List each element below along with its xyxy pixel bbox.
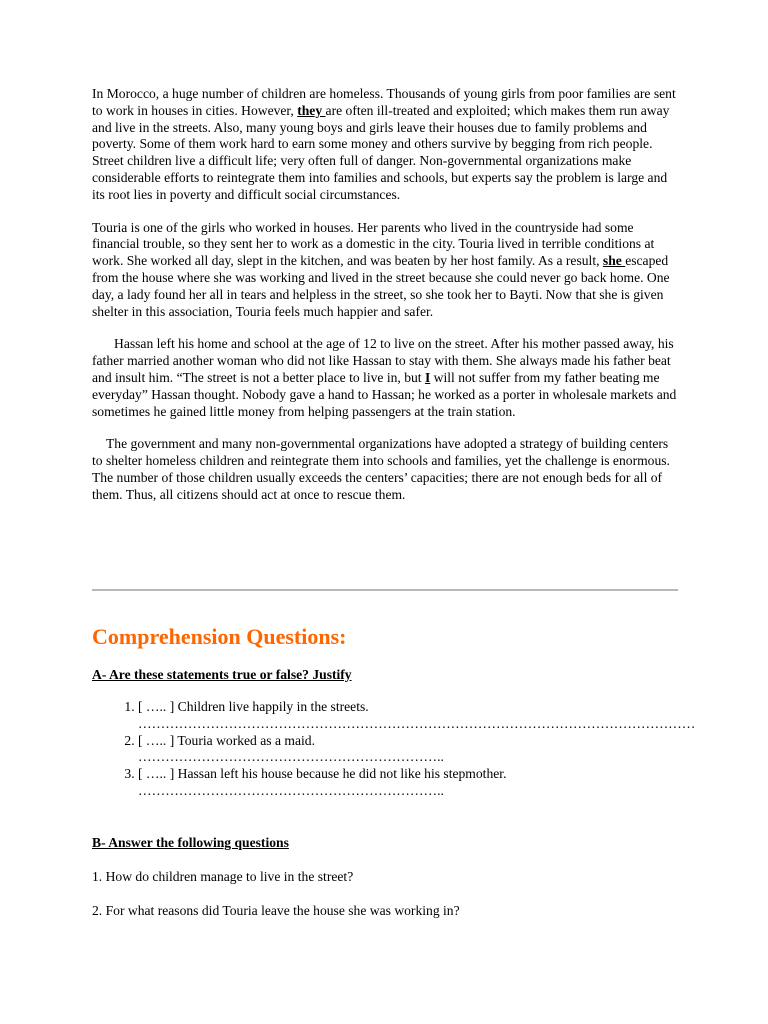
paragraph-text: Touria is one of the girls who worked in houses. Her parents who lived in the countryside had some financial trouble, so they sent her to work as a domestic in the city. Touria lived in terrible conditions at work. She worked all day, slept in the kitchen, and was beaten by her host family. As a result,	[92, 219, 655, 269]
paragraph-text: escaped from the house where she was working and lived in the street because she could never go back home. One day, a lady found her all in tears and helpless in the street, so she took her to Bayti. Now that she is given shelter in this association, Touria feels much happier and safer.	[92, 253, 670, 319]
question-1: 1. How do children manage to live in the street?	[92, 869, 354, 884]
comprehension-heading: Comprehension Questions:	[92, 624, 347, 649]
paragraph-text: are often ill-treated and exploited; which makes them run away and live in the streets. Also, many young boys and girls leave their houses due to family problems and poverty. Some of them work hard to earn some money and others survive by begging from rich people. Street children live a difficult life; very often full of danger. Non-governmental organizations make considerable efforts to reintegrate them into families and schools, but experts say the problem is large and its root lies in poverty and difficult social circumstances.	[92, 102, 670, 202]
answer-blank: …………………………………………………………..	[138, 782, 444, 798]
paragraph-text: In Morocco, a huge number of children are homeless. Thousands of young girls from poor families are sent to work in houses in cities. However,	[92, 86, 676, 118]
statement-text: [ ….. ] Touria worked as a maid.	[138, 732, 315, 748]
question-2: 2. For what reasons did Touria leave the house she was working in?	[92, 903, 460, 918]
paragraph-hassan	[92, 336, 678, 420]
paragraph-touria	[92, 220, 678, 321]
paragraph-text: will not suffer from my father beating me everyday” Hassan thought. Nobody gave a hand to Hassan; he worked as a porter in wholesale markets and sometimes he gained little money from helping passengers at the train station.	[92, 369, 677, 419]
statement-text: [ ….. ] Children live happily in the streets.	[138, 699, 369, 714]
list-item	[138, 766, 678, 800]
underlined-pronoun-i: I	[424, 369, 431, 385]
reading-passage	[92, 86, 678, 520]
section-b-title: B- Answer the following questions	[92, 835, 289, 850]
paragraph-government: The government and many non-governmental organizations have adopted a strategy of building centers to shelter homeless children and reintegrate them into schools and families, yet the challenge is enormous. The number of those children usually exceeds the centers’ capacities; there are not enough beds for all of them. Thus, all citizens should act at once to rescue them.	[92, 436, 670, 502]
paragraph-text: Hassan left his home and school at the age of 12 to live on the street. After his mother passed away, his father married another woman who did not like Hassan to stay with them. She always made his father beat and insult him. “The street is not a better place to live in, but	[92, 336, 674, 385]
list-item	[138, 699, 696, 733]
statement-text: [ ….. ] Hassan left his house because he did not like his stepmother.	[138, 766, 507, 782]
answer-blank: …………………………………………………………..	[138, 749, 444, 765]
paragraph-morocco	[92, 86, 678, 204]
answer-blank: ……………………………………………………………………………………………………………	[138, 715, 696, 731]
underlined-pronoun-they: they	[297, 102, 326, 118]
list-item	[138, 733, 678, 767]
underlined-pronoun-she: she	[602, 253, 626, 269]
true-false-list	[92, 699, 696, 800]
section-divider	[92, 589, 678, 591]
section-a-title: A- Are these statements true or false? Justify	[92, 667, 352, 682]
